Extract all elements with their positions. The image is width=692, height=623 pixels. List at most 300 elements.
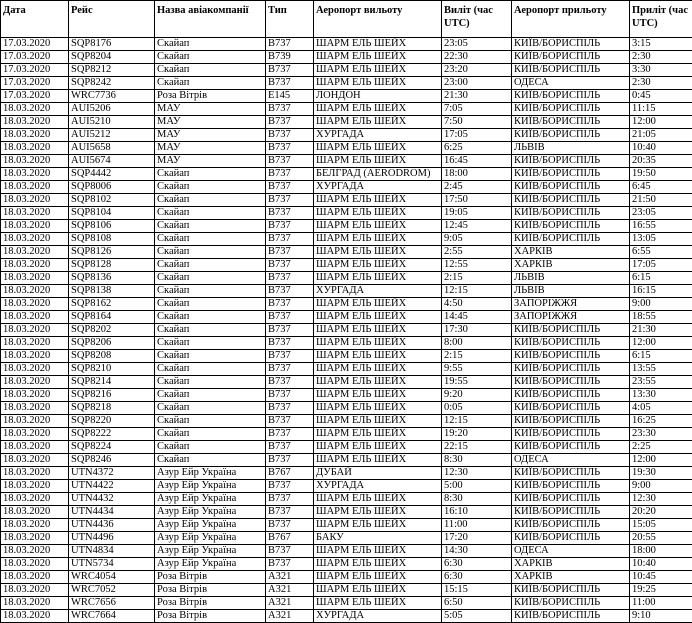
arrival-time-cell: 15:05 xyxy=(630,519,692,532)
type-cell: B737 xyxy=(266,363,314,376)
airline-cell: Азур Ейр Україна xyxy=(155,519,266,532)
table-row xyxy=(1,584,692,597)
date-cell: 18.03.2020 xyxy=(1,610,69,623)
arrival-airport-cell: КИЇВ/БОРИСПІЛЬ xyxy=(512,597,630,610)
airline-cell: Скайап xyxy=(155,168,266,181)
arrival-time-cell: 19:30 xyxy=(630,467,692,480)
departure-time-cell: 11:00 xyxy=(442,519,512,532)
type-cell: B737 xyxy=(266,441,314,454)
type-cell: B737 xyxy=(266,233,314,246)
departure-time-cell: 22:30 xyxy=(442,51,512,64)
date-cell: 18.03.2020 xyxy=(1,428,69,441)
flight-cell: UTN4432 xyxy=(69,493,155,506)
table-row xyxy=(1,298,692,311)
date-cell: 18.03.2020 xyxy=(1,142,69,155)
departure-airport-cell: ШАРМ ЕЛЬ ШЕЙХ xyxy=(314,363,442,376)
date-cell: 18.03.2020 xyxy=(1,272,69,285)
arrival-airport-cell: КИЇВ/БОРИСПІЛЬ xyxy=(512,38,630,51)
flight-cell: AUI5210 xyxy=(69,116,155,129)
arrival-time-cell: 12:00 xyxy=(630,454,692,467)
departure-airport-cell: ШАРМ ЕЛЬ ШЕЙХ xyxy=(314,597,442,610)
arrival-time-cell: 23:55 xyxy=(630,376,692,389)
departure-time-cell: 2:15 xyxy=(442,350,512,363)
departure-time-cell: 16:45 xyxy=(442,155,512,168)
arrival-airport-cell: КИЇВ/БОРИСПІЛЬ xyxy=(512,350,630,363)
departure-airport-cell: ШАРМ ЕЛЬ ШЕЙХ xyxy=(314,506,442,519)
arrival-time-cell: 21:05 xyxy=(630,129,692,142)
arrival-airport-cell: КИЇВ/БОРИСПІЛЬ xyxy=(512,116,630,129)
airline-cell: Роза Вітрів xyxy=(155,610,266,623)
airline-cell: Скайап xyxy=(155,402,266,415)
arrival-airport-cell: КИЇВ/БОРИСПІЛЬ xyxy=(512,467,630,480)
airline-cell: МАУ xyxy=(155,129,266,142)
flight-cell: SQP8138 xyxy=(69,285,155,298)
table-row xyxy=(1,272,692,285)
type-cell: B737 xyxy=(266,480,314,493)
airline-cell: Азур Ейр Україна xyxy=(155,558,266,571)
arrival-airport-cell: ОДЕСА xyxy=(512,454,630,467)
departure-airport-cell: ХУРГАДА xyxy=(314,610,442,623)
arrival-time-cell: 19:50 xyxy=(630,168,692,181)
flight-cell: UTN4436 xyxy=(69,519,155,532)
arrival-airport-cell: КИЇВ/БОРИСПІЛЬ xyxy=(512,506,630,519)
arrival-time-cell: 6:15 xyxy=(630,272,692,285)
date-cell: 18.03.2020 xyxy=(1,506,69,519)
date-cell: 17.03.2020 xyxy=(1,77,69,90)
table-row xyxy=(1,610,692,623)
arrival-time-cell: 16:55 xyxy=(630,220,692,233)
date-cell: 18.03.2020 xyxy=(1,584,69,597)
arrival-time-cell: 20:20 xyxy=(630,506,692,519)
departure-time-cell: 17:20 xyxy=(442,532,512,545)
table-row xyxy=(1,168,692,181)
flight-cell: SQP8102 xyxy=(69,194,155,207)
departure-time-cell: 14:30 xyxy=(442,545,512,558)
type-cell: B737 xyxy=(266,558,314,571)
table-row xyxy=(1,142,692,155)
arrival-airport-cell: ОДЕСА xyxy=(512,545,630,558)
date-cell: 18.03.2020 xyxy=(1,350,69,363)
airline-cell: Скайап xyxy=(155,428,266,441)
arrival-airport-cell: КИЇВ/БОРИСПІЛЬ xyxy=(512,90,630,103)
arrival-time-cell: 21:50 xyxy=(630,194,692,207)
table-row xyxy=(1,363,692,376)
arrival-airport-cell: ХАРКІВ xyxy=(512,571,630,584)
col-header-type: Тип xyxy=(266,1,314,38)
departure-time-cell: 14:45 xyxy=(442,311,512,324)
type-cell: B737 xyxy=(266,350,314,363)
col-header-airline: Назва авіакомпанії xyxy=(155,1,266,38)
table-row xyxy=(1,259,692,272)
date-cell: 18.03.2020 xyxy=(1,363,69,376)
table-row xyxy=(1,90,692,103)
flight-cell: SQP8108 xyxy=(69,233,155,246)
departure-time-cell: 4:50 xyxy=(442,298,512,311)
date-cell: 18.03.2020 xyxy=(1,454,69,467)
arrival-time-cell: 12:00 xyxy=(630,337,692,350)
date-cell: 18.03.2020 xyxy=(1,467,69,480)
departure-airport-cell: ШАРМ ЕЛЬ ШЕЙХ xyxy=(314,324,442,337)
departure-airport-cell: ШАРМ ЕЛЬ ШЕЙХ xyxy=(314,64,442,77)
arrival-time-cell: 3:15 xyxy=(630,38,692,51)
airline-cell: Азур Ейр Україна xyxy=(155,545,266,558)
table-row xyxy=(1,558,692,571)
departure-airport-cell: ШАРМ ЕЛЬ ШЕЙХ xyxy=(314,51,442,64)
type-cell: B737 xyxy=(266,181,314,194)
table-row xyxy=(1,441,692,454)
date-cell: 18.03.2020 xyxy=(1,233,69,246)
departure-airport-cell: ШАРМ ЕЛЬ ШЕЙХ xyxy=(314,194,442,207)
flight-cell: WRC4054 xyxy=(69,571,155,584)
table-row xyxy=(1,467,692,480)
departure-airport-cell: ШАРМ ЕЛЬ ШЕЙХ xyxy=(314,545,442,558)
date-cell: 18.03.2020 xyxy=(1,298,69,311)
type-cell: B767 xyxy=(266,532,314,545)
date-cell: 18.03.2020 xyxy=(1,220,69,233)
flight-cell: WRC7736 xyxy=(69,90,155,103)
arrival-time-cell: 4:05 xyxy=(630,402,692,415)
arrival-airport-cell: КИЇВ/БОРИСПІЛЬ xyxy=(512,129,630,142)
type-cell: B737 xyxy=(266,103,314,116)
date-cell: 18.03.2020 xyxy=(1,285,69,298)
arrival-airport-cell: ЛЬВІВ xyxy=(512,285,630,298)
arrival-airport-cell: ЛЬВІВ xyxy=(512,142,630,155)
date-cell: 17.03.2020 xyxy=(1,90,69,103)
airline-cell: Скайап xyxy=(155,220,266,233)
arrival-time-cell: 13:55 xyxy=(630,363,692,376)
flight-cell: SQP8164 xyxy=(69,311,155,324)
table-row xyxy=(1,77,692,90)
flight-cell: SQP8208 xyxy=(69,350,155,363)
airline-cell: Скайап xyxy=(155,298,266,311)
arrival-time-cell: 20:55 xyxy=(630,532,692,545)
table-row xyxy=(1,571,692,584)
flight-cell: SQP8220 xyxy=(69,415,155,428)
flight-cell: UTN5734 xyxy=(69,558,155,571)
arrival-airport-cell: КИЇВ/БОРИСПІЛЬ xyxy=(512,324,630,337)
table-row xyxy=(1,233,692,246)
type-cell: A321 xyxy=(266,571,314,584)
date-cell: 18.03.2020 xyxy=(1,259,69,272)
type-cell: E145 xyxy=(266,90,314,103)
type-cell: B737 xyxy=(266,493,314,506)
arrival-time-cell: 23:05 xyxy=(630,207,692,220)
table-row xyxy=(1,285,692,298)
arrival-time-cell: 9:00 xyxy=(630,480,692,493)
date-cell: 18.03.2020 xyxy=(1,519,69,532)
flight-cell: SQP8006 xyxy=(69,181,155,194)
arrival-airport-cell: КИЇВ/БОРИСПІЛЬ xyxy=(512,610,630,623)
departure-airport-cell: ШАРМ ЕЛЬ ШЕЙХ xyxy=(314,389,442,402)
departure-airport-cell: ШАРМ ЕЛЬ ШЕЙХ xyxy=(314,220,442,233)
date-cell: 18.03.2020 xyxy=(1,129,69,142)
departure-airport-cell: ШАРМ ЕЛЬ ШЕЙХ xyxy=(314,259,442,272)
flight-cell: SQP8162 xyxy=(69,298,155,311)
flight-cell: WRC7656 xyxy=(69,597,155,610)
departure-airport-cell: ШАРМ ЕЛЬ ШЕЙХ xyxy=(314,298,442,311)
departure-time-cell: 23:20 xyxy=(442,64,512,77)
date-cell: 18.03.2020 xyxy=(1,441,69,454)
type-cell: B737 xyxy=(266,259,314,272)
col-header-departure-airport: Аеропорт вильоту xyxy=(314,1,442,38)
departure-airport-cell: ДУБАЙ xyxy=(314,467,442,480)
table-row xyxy=(1,38,692,51)
arrival-time-cell: 12:30 xyxy=(630,493,692,506)
type-cell: B737 xyxy=(266,415,314,428)
departure-airport-cell: ШАРМ ЕЛЬ ШЕЙХ xyxy=(314,454,442,467)
arrival-airport-cell: КИЇВ/БОРИСПІЛЬ xyxy=(512,389,630,402)
table-row xyxy=(1,181,692,194)
departure-airport-cell: ШАРМ ЕЛЬ ШЕЙХ xyxy=(314,142,442,155)
departure-airport-cell: ШАРМ ЕЛЬ ШЕЙХ xyxy=(314,428,442,441)
departure-time-cell: 9:20 xyxy=(442,389,512,402)
departure-time-cell: 2:15 xyxy=(442,272,512,285)
flight-cell: WRC7052 xyxy=(69,584,155,597)
departure-time-cell: 12:30 xyxy=(442,467,512,480)
arrival-time-cell: 9:00 xyxy=(630,298,692,311)
type-cell: B737 xyxy=(266,272,314,285)
table-row xyxy=(1,545,692,558)
airline-cell: Скайап xyxy=(155,363,266,376)
date-cell: 17.03.2020 xyxy=(1,51,69,64)
arrival-airport-cell: КИЇВ/БОРИСПІЛЬ xyxy=(512,181,630,194)
type-cell: B737 xyxy=(266,389,314,402)
type-cell: A321 xyxy=(266,610,314,623)
col-header-arrival-time: Приліт (час UTC) xyxy=(630,1,692,38)
flight-cell: UTN4372 xyxy=(69,467,155,480)
flight-cell: UTN4434 xyxy=(69,506,155,519)
type-cell: B737 xyxy=(266,428,314,441)
departure-airport-cell: ХУРГАДА xyxy=(314,285,442,298)
arrival-airport-cell: КИЇВ/БОРИСПІЛЬ xyxy=(512,480,630,493)
date-cell: 18.03.2020 xyxy=(1,155,69,168)
departure-airport-cell: ШАРМ ЕЛЬ ШЕЙХ xyxy=(314,38,442,51)
airline-cell: Скайап xyxy=(155,324,266,337)
departure-time-cell: 19:55 xyxy=(442,376,512,389)
flight-cell: SQP8106 xyxy=(69,220,155,233)
table-row xyxy=(1,207,692,220)
departure-time-cell: 17:05 xyxy=(442,129,512,142)
departure-time-cell: 9:55 xyxy=(442,363,512,376)
flight-cell: SQP8176 xyxy=(69,38,155,51)
airline-cell: Скайап xyxy=(155,337,266,350)
date-cell: 18.03.2020 xyxy=(1,376,69,389)
airline-cell: Азур Ейр Україна xyxy=(155,506,266,519)
arrival-airport-cell: КИЇВ/БОРИСПІЛЬ xyxy=(512,64,630,77)
type-cell: B737 xyxy=(266,246,314,259)
arrival-time-cell: 11:00 xyxy=(630,597,692,610)
departure-airport-cell: ШАРМ ЕЛЬ ШЕЙХ xyxy=(314,155,442,168)
date-cell: 18.03.2020 xyxy=(1,545,69,558)
type-cell: B737 xyxy=(266,64,314,77)
type-cell: B737 xyxy=(266,324,314,337)
arrival-airport-cell: КИЇВ/БОРИСПІЛЬ xyxy=(512,519,630,532)
type-cell: B737 xyxy=(266,194,314,207)
airline-cell: Скайап xyxy=(155,259,266,272)
date-cell: 18.03.2020 xyxy=(1,558,69,571)
arrival-time-cell: 13:05 xyxy=(630,233,692,246)
date-cell: 18.03.2020 xyxy=(1,116,69,129)
date-cell: 18.03.2020 xyxy=(1,480,69,493)
flight-cell: WRC7664 xyxy=(69,610,155,623)
header-row xyxy=(1,1,692,38)
airline-cell: Роза Вітрів xyxy=(155,90,266,103)
flight-cell: SQP8224 xyxy=(69,441,155,454)
date-cell: 18.03.2020 xyxy=(1,324,69,337)
flight-cell: SQP8222 xyxy=(69,428,155,441)
arrival-airport-cell: КИЇВ/БОРИСПІЛЬ xyxy=(512,376,630,389)
arrival-airport-cell: КИЇВ/БОРИСПІЛЬ xyxy=(512,51,630,64)
departure-airport-cell: ШАРМ ЕЛЬ ШЕЙХ xyxy=(314,337,442,350)
type-cell: B737 xyxy=(266,298,314,311)
flight-cell: UTN4496 xyxy=(69,532,155,545)
table-row xyxy=(1,480,692,493)
type-cell: B737 xyxy=(266,155,314,168)
airline-cell: МАУ xyxy=(155,142,266,155)
airline-cell: Роза Вітрів xyxy=(155,597,266,610)
type-cell: B737 xyxy=(266,220,314,233)
date-cell: 18.03.2020 xyxy=(1,571,69,584)
arrival-airport-cell: КИЇВ/БОРИСПІЛЬ xyxy=(512,103,630,116)
table-row xyxy=(1,51,692,64)
date-cell: 18.03.2020 xyxy=(1,311,69,324)
col-header-arrival-airport: Аеропорт прильоту xyxy=(512,1,630,38)
departure-airport-cell: ШАРМ ЕЛЬ ШЕЙХ xyxy=(314,233,442,246)
type-cell: B737 xyxy=(266,506,314,519)
table-row xyxy=(1,194,692,207)
airline-cell: Азур Ейр Україна xyxy=(155,493,266,506)
departure-time-cell: 2:45 xyxy=(442,181,512,194)
arrival-time-cell: 3:30 xyxy=(630,64,692,77)
flight-cell: SQP8204 xyxy=(69,51,155,64)
table-row xyxy=(1,246,692,259)
arrival-airport-cell: КИЇВ/БОРИСПІЛЬ xyxy=(512,194,630,207)
departure-airport-cell: БЕЛГРАД (AERODROM) xyxy=(314,168,442,181)
departure-time-cell: 8:30 xyxy=(442,454,512,467)
arrival-airport-cell: КИЇВ/БОРИСПІЛЬ xyxy=(512,207,630,220)
type-cell: B737 xyxy=(266,376,314,389)
departure-airport-cell: ШАРМ ЕЛЬ ШЕЙХ xyxy=(314,415,442,428)
arrival-airport-cell: ЗАПОРІЖЖЯ xyxy=(512,298,630,311)
airline-cell: Азур Ейр Україна xyxy=(155,480,266,493)
type-cell: B767 xyxy=(266,467,314,480)
type-cell: B737 xyxy=(266,337,314,350)
arrival-time-cell: 18:55 xyxy=(630,311,692,324)
departure-airport-cell: ШАРМ ЕЛЬ ШЕЙХ xyxy=(314,376,442,389)
arrival-time-cell: 2:25 xyxy=(630,441,692,454)
departure-time-cell: 23:05 xyxy=(442,38,512,51)
arrival-airport-cell: КИЇВ/БОРИСПІЛЬ xyxy=(512,441,630,454)
departure-time-cell: 5:00 xyxy=(442,480,512,493)
departure-time-cell: 6:30 xyxy=(442,558,512,571)
arrival-airport-cell: ХАРКІВ xyxy=(512,558,630,571)
arrival-time-cell: 10:40 xyxy=(630,558,692,571)
date-cell: 18.03.2020 xyxy=(1,532,69,545)
departure-time-cell: 6:30 xyxy=(442,571,512,584)
arrival-airport-cell: КИЇВ/БОРИСПІЛЬ xyxy=(512,220,630,233)
airline-cell: Азур Ейр Україна xyxy=(155,532,266,545)
flight-cell: AUI5658 xyxy=(69,142,155,155)
table-row xyxy=(1,454,692,467)
airline-cell: Скайап xyxy=(155,285,266,298)
arrival-airport-cell: ОДЕСА xyxy=(512,77,630,90)
type-cell: B737 xyxy=(266,545,314,558)
departure-time-cell: 8:30 xyxy=(442,493,512,506)
airline-cell: Скайап xyxy=(155,311,266,324)
flight-cell: SQP8214 xyxy=(69,376,155,389)
arrival-time-cell: 6:55 xyxy=(630,246,692,259)
departure-airport-cell: ШАРМ ЕЛЬ ШЕЙХ xyxy=(314,441,442,454)
arrival-airport-cell: КИЇВ/БОРИСПІЛЬ xyxy=(512,402,630,415)
departure-time-cell: 22:15 xyxy=(442,441,512,454)
departure-time-cell: 12:45 xyxy=(442,220,512,233)
type-cell: B737 xyxy=(266,207,314,220)
date-cell: 18.03.2020 xyxy=(1,415,69,428)
flight-cell: SQP8126 xyxy=(69,246,155,259)
arrival-airport-cell: КИЇВ/БОРИСПІЛЬ xyxy=(512,415,630,428)
col-header-departure-time: Виліт (час UTC) xyxy=(442,1,512,38)
departure-time-cell: 8:00 xyxy=(442,337,512,350)
departure-airport-cell: ШАРМ ЕЛЬ ШЕЙХ xyxy=(314,558,442,571)
airline-cell: Скайап xyxy=(155,389,266,402)
departure-time-cell: 0:05 xyxy=(442,402,512,415)
date-cell: 18.03.2020 xyxy=(1,181,69,194)
airline-cell: Скайап xyxy=(155,181,266,194)
arrival-airport-cell: ЗАПОРІЖЖЯ xyxy=(512,311,630,324)
airline-cell: Скайап xyxy=(155,207,266,220)
arrival-airport-cell: ЛЬВІВ xyxy=(512,272,630,285)
col-header-flight: Рейс xyxy=(69,1,155,38)
flight-cell: SQP8104 xyxy=(69,207,155,220)
type-cell: B737 xyxy=(266,402,314,415)
type-cell: A321 xyxy=(266,584,314,597)
date-cell: 18.03.2020 xyxy=(1,337,69,350)
departure-airport-cell: ШАРМ ЕЛЬ ШЕЙХ xyxy=(314,350,442,363)
arrival-time-cell: 2:30 xyxy=(630,77,692,90)
type-cell: B737 xyxy=(266,168,314,181)
airline-cell: Роза Вітрів xyxy=(155,571,266,584)
departure-time-cell: 12:15 xyxy=(442,415,512,428)
departure-time-cell: 19:20 xyxy=(442,428,512,441)
flight-cell: SQP8206 xyxy=(69,337,155,350)
departure-airport-cell: ШАРМ ЕЛЬ ШЕЙХ xyxy=(314,207,442,220)
type-cell: B737 xyxy=(266,519,314,532)
type-cell: B737 xyxy=(266,77,314,90)
arrival-time-cell: 9:10 xyxy=(630,610,692,623)
departure-time-cell: 6:25 xyxy=(442,142,512,155)
flight-cell: SQP8242 xyxy=(69,77,155,90)
type-cell: B737 xyxy=(266,129,314,142)
departure-airport-cell: ЛОНДОН xyxy=(314,90,442,103)
airline-cell: Скайап xyxy=(155,350,266,363)
type-cell: B737 xyxy=(266,311,314,324)
departure-time-cell: 23:00 xyxy=(442,77,512,90)
table-row xyxy=(1,337,692,350)
airline-cell: Скайап xyxy=(155,376,266,389)
table-row xyxy=(1,415,692,428)
date-cell: 18.03.2020 xyxy=(1,389,69,402)
departure-airport-cell: ШАРМ ЕЛЬ ШЕЙХ xyxy=(314,311,442,324)
flight-cell: UTN4834 xyxy=(69,545,155,558)
departure-airport-cell: ШАРМ ЕЛЬ ШЕЙХ xyxy=(314,103,442,116)
departure-time-cell: 18:00 xyxy=(442,168,512,181)
type-cell: B737 xyxy=(266,285,314,298)
flight-cell: AUI5206 xyxy=(69,103,155,116)
departure-airport-cell: ШАРМ ЕЛЬ ШЕЙХ xyxy=(314,519,442,532)
arrival-time-cell: 6:15 xyxy=(630,350,692,363)
flight-cell: SQP4442 xyxy=(69,168,155,181)
date-cell: 18.03.2020 xyxy=(1,168,69,181)
